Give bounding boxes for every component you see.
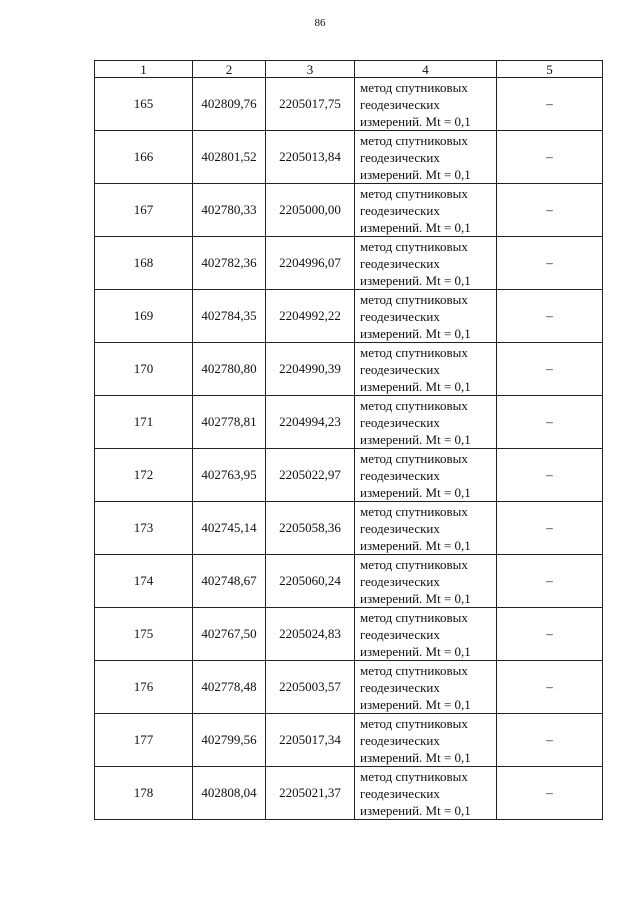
table-row xyxy=(95,608,603,661)
method-text-line: метод спутниковых xyxy=(360,132,468,148)
method-text-line: геодезических xyxy=(360,785,440,801)
y-coordinate-cell: 2205058,36 xyxy=(266,502,355,555)
method-text-line: измерений. Mt = 0,1 xyxy=(360,325,471,341)
method-text-line: метод спутниковых xyxy=(360,79,468,95)
point-number-cell: 178 xyxy=(95,767,193,820)
note-cell: – xyxy=(497,767,603,820)
method-text-line: геодезических xyxy=(360,467,440,483)
method-cell xyxy=(355,184,497,237)
method-text-line: геодезических xyxy=(360,732,440,748)
note-cell: – xyxy=(497,184,603,237)
method-cell xyxy=(355,555,497,608)
x-coordinate-cell: 402799,56 xyxy=(193,714,266,767)
table-row xyxy=(95,714,603,767)
method-text-line: измерений. Mt = 0,1 xyxy=(360,166,471,182)
y-coordinate-cell: 2204996,07 xyxy=(266,237,355,290)
table-row xyxy=(95,502,603,555)
column-header: 4 xyxy=(355,61,497,78)
table-row xyxy=(95,661,603,714)
x-coordinate-cell: 402780,33 xyxy=(193,184,266,237)
method-text-line: геодезических xyxy=(360,308,440,324)
method-cell xyxy=(355,502,497,555)
x-coordinate-cell: 402784,35 xyxy=(193,290,266,343)
table-row xyxy=(95,184,603,237)
point-number-cell: 177 xyxy=(95,714,193,767)
note-cell: – xyxy=(497,396,603,449)
x-coordinate-cell: 402808,04 xyxy=(193,767,266,820)
method-cell xyxy=(355,78,497,131)
note-cell: – xyxy=(497,555,603,608)
point-number-cell: 166 xyxy=(95,131,193,184)
method-text-line: измерений. Mt = 0,1 xyxy=(360,113,471,129)
method-text-line: геодезических xyxy=(360,202,440,218)
table-row xyxy=(95,78,603,131)
method-text-line: измерений. Mt = 0,1 xyxy=(360,749,471,765)
point-number-cell: 172 xyxy=(95,449,193,502)
note-cell: – xyxy=(497,608,603,661)
method-text-line: метод спутниковых xyxy=(360,291,468,307)
method-text-line: геодезических xyxy=(360,149,440,165)
y-coordinate-cell: 2205003,57 xyxy=(266,661,355,714)
y-coordinate-cell: 2204994,23 xyxy=(266,396,355,449)
method-text-line: метод спутниковых xyxy=(360,450,468,466)
method-text-line: измерений. Mt = 0,1 xyxy=(360,590,471,606)
note-cell: – xyxy=(497,237,603,290)
note-cell: – xyxy=(497,290,603,343)
method-text-line: измерений. Mt = 0,1 xyxy=(360,537,471,553)
method-text-line: измерений. Mt = 0,1 xyxy=(360,378,471,394)
y-coordinate-cell: 2204992,22 xyxy=(266,290,355,343)
x-coordinate-cell: 402748,67 xyxy=(193,555,266,608)
method-text-line: измерений. Mt = 0,1 xyxy=(360,696,471,712)
method-text-line: измерений. Mt = 0,1 xyxy=(360,431,471,447)
y-coordinate-cell: 2205022,97 xyxy=(266,449,355,502)
method-text-line: измерений. Mt = 0,1 xyxy=(360,219,471,235)
y-coordinate-cell: 2205060,24 xyxy=(266,555,355,608)
point-number-cell: 167 xyxy=(95,184,193,237)
note-cell: – xyxy=(497,449,603,502)
table-body xyxy=(95,78,603,820)
method-text-line: геодезических xyxy=(360,679,440,695)
method-cell xyxy=(355,608,497,661)
x-coordinate-cell: 402745,14 xyxy=(193,502,266,555)
x-coordinate-cell: 402780,80 xyxy=(193,343,266,396)
y-coordinate-cell: 2205021,37 xyxy=(266,767,355,820)
point-number-cell: 174 xyxy=(95,555,193,608)
method-text-line: метод спутниковых xyxy=(360,503,468,519)
x-coordinate-cell: 402763,95 xyxy=(193,449,266,502)
method-cell xyxy=(355,396,497,449)
method-cell xyxy=(355,449,497,502)
method-text-line: геодезических xyxy=(360,96,440,112)
method-cell xyxy=(355,661,497,714)
method-text-line: метод спутниковых xyxy=(360,662,468,678)
y-coordinate-cell: 2205017,75 xyxy=(266,78,355,131)
point-number-cell: 170 xyxy=(95,343,193,396)
y-coordinate-cell: 2205013,84 xyxy=(266,131,355,184)
column-header: 5 xyxy=(497,61,603,78)
method-cell xyxy=(355,343,497,396)
column-header: 3 xyxy=(266,61,355,78)
point-number-cell: 175 xyxy=(95,608,193,661)
x-coordinate-cell: 402782,36 xyxy=(193,237,266,290)
y-coordinate-cell: 2205000,00 xyxy=(266,184,355,237)
method-cell xyxy=(355,290,497,343)
method-text-line: измерений. Mt = 0,1 xyxy=(360,643,471,659)
x-coordinate-cell: 402767,50 xyxy=(193,608,266,661)
method-text-line: геодезических xyxy=(360,361,440,377)
table-row xyxy=(95,290,603,343)
note-cell: – xyxy=(497,661,603,714)
method-cell xyxy=(355,131,497,184)
y-coordinate-cell: 2204990,39 xyxy=(266,343,355,396)
point-number-cell: 168 xyxy=(95,237,193,290)
page-number: 86 xyxy=(314,17,326,29)
x-coordinate-cell: 402801,52 xyxy=(193,131,266,184)
x-coordinate-cell: 402809,76 xyxy=(193,78,266,131)
point-number-cell: 169 xyxy=(95,290,193,343)
point-number-cell: 171 xyxy=(95,396,193,449)
method-text-line: метод спутниковых xyxy=(360,238,468,254)
note-cell: – xyxy=(497,714,603,767)
method-text-line: метод спутниковых xyxy=(360,397,468,413)
method-text-line: геодезических xyxy=(360,255,440,271)
note-cell: – xyxy=(497,502,603,555)
table-row xyxy=(95,131,603,184)
method-text-line: метод спутниковых xyxy=(360,609,468,625)
point-number-cell: 176 xyxy=(95,661,193,714)
column-header: 2 xyxy=(193,61,266,78)
y-coordinate-cell: 2205024,83 xyxy=(266,608,355,661)
method-cell xyxy=(355,767,497,820)
point-number-cell: 173 xyxy=(95,502,193,555)
method-text-line: метод спутниковых xyxy=(360,556,468,572)
method-text-line: геодезических xyxy=(360,520,440,536)
method-text-line: геодезических xyxy=(360,414,440,430)
method-text-line: геодезических xyxy=(360,626,440,642)
method-text-line: измерений. Mt = 0,1 xyxy=(360,272,471,288)
note-cell: – xyxy=(497,131,603,184)
method-text-line: метод спутниковых xyxy=(360,185,468,201)
x-coordinate-cell: 402778,81 xyxy=(193,396,266,449)
table-row xyxy=(95,767,603,820)
point-number-cell: 165 xyxy=(95,78,193,131)
x-coordinate-cell: 402778,48 xyxy=(193,661,266,714)
table-row xyxy=(95,555,603,608)
method-text-line: метод спутниковых xyxy=(360,768,468,784)
method-cell xyxy=(355,714,497,767)
column-header: 1 xyxy=(95,61,193,78)
method-text-line: геодезических xyxy=(360,573,440,589)
method-text-line: метод спутниковых xyxy=(360,715,468,731)
table-row xyxy=(95,396,603,449)
method-text-line: измерений. Mt = 0,1 xyxy=(360,802,471,818)
method-text-line: измерений. Mt = 0,1 xyxy=(360,484,471,500)
y-coordinate-cell: 2205017,34 xyxy=(266,714,355,767)
note-cell: – xyxy=(497,343,603,396)
table-row xyxy=(95,237,603,290)
method-text-line: метод спутниковых xyxy=(360,344,468,360)
note-cell: – xyxy=(497,78,603,131)
table-row xyxy=(95,343,603,396)
table-header-row xyxy=(95,61,603,78)
coordinates-table xyxy=(94,60,603,820)
table-row xyxy=(95,449,603,502)
method-cell xyxy=(355,237,497,290)
